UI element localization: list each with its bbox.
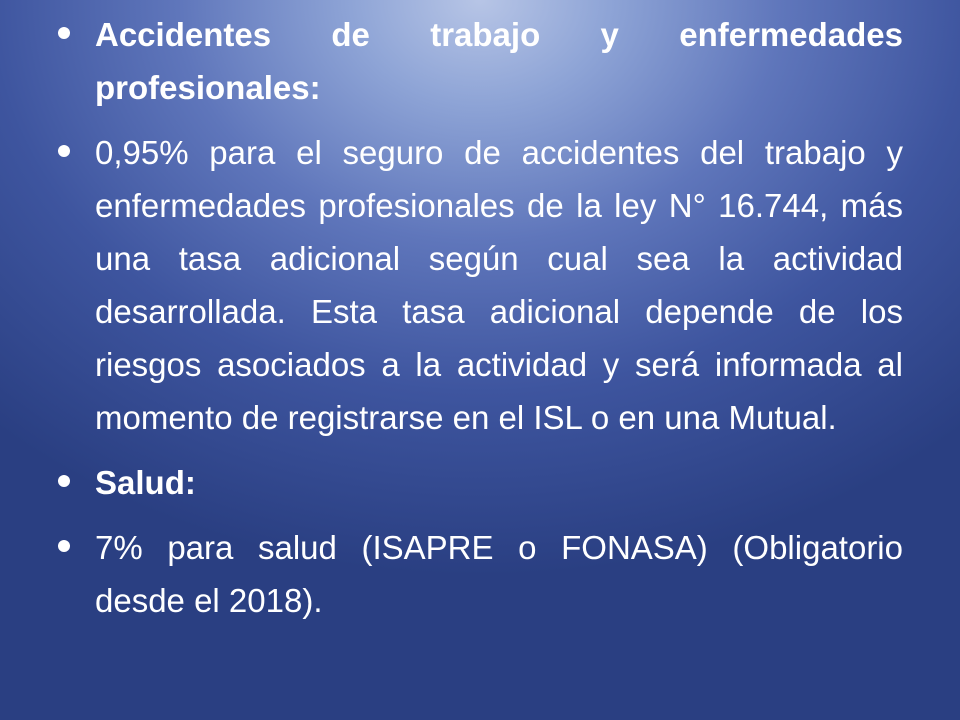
bullet-text: Salud: bbox=[95, 464, 196, 501]
bullet-dot-icon bbox=[58, 475, 70, 487]
bullet-accidentes-detail bbox=[58, 126, 903, 444]
bullet-salud-detail bbox=[58, 521, 903, 627]
bullet-dot-icon bbox=[58, 540, 70, 552]
bullet-text: Accidentes de trabajo y enfermedades profesionales: bbox=[95, 16, 903, 106]
bullet-dot-icon bbox=[58, 27, 70, 39]
bullet-salud-heading bbox=[58, 456, 903, 509]
bullet-accidentes-heading bbox=[58, 8, 903, 114]
bullet-dot-icon bbox=[58, 145, 70, 157]
bullet-list bbox=[58, 8, 903, 639]
bullet-text: 0,95% para el seguro de accidentes del trabajo y enfermedades profesionales de la ley N° 16.744, más una tasa adicional según cual sea la actividad desarrollada. Esta tasa adicional depende de los riesgos asociados a la actividad y será informada al momento de registrarse en el ISL o en una Mutual. bbox=[95, 134, 903, 436]
bullet-text: 7% para salud (ISAPRE o FONASA) (Obligatorio desde el 2018). bbox=[95, 529, 903, 619]
